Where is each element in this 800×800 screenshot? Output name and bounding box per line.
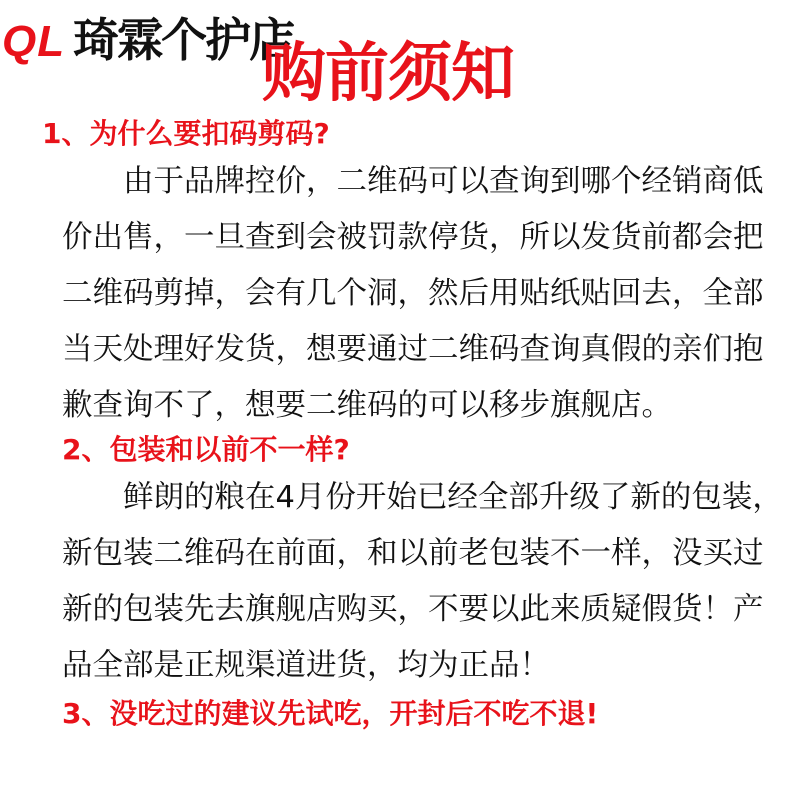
page-title: 购前须知 [262, 37, 514, 111]
answer-2: 鲜朗的粮在4月份开始已经全部升级了新的包装，新包装二维码在前面，和以前老包装不一样，没买过新的包装先去旗舰店购买，不要以此来质疑假货！产品全部是正规渠道进货，均为正品！ [62, 480, 783, 683]
question-1: 1、为什么要扣码剪码? [42, 117, 330, 150]
shop-brand [2, 4, 293, 70]
shop-name: 琦霖个护店 [73, 13, 294, 67]
question-3: 3、没吃过的建议先试吃，开封后不吃不退! [62, 697, 599, 730]
brand-logo: QL [2, 17, 66, 66]
question-2: 2、包装和以前不一样? [62, 433, 350, 466]
answer-1: 由于品牌控价，二维码可以查询到哪个经销商低价出售，一旦查到会被罚款停货，所以发货前都会把二维码剪掉，会有几个洞，然后用贴纸贴回去，全部当天处理好发货，想要通过二维码查询真假的亲们抱歉查询不了，想要二维码的可以移步旗舰店。 [62, 164, 764, 423]
